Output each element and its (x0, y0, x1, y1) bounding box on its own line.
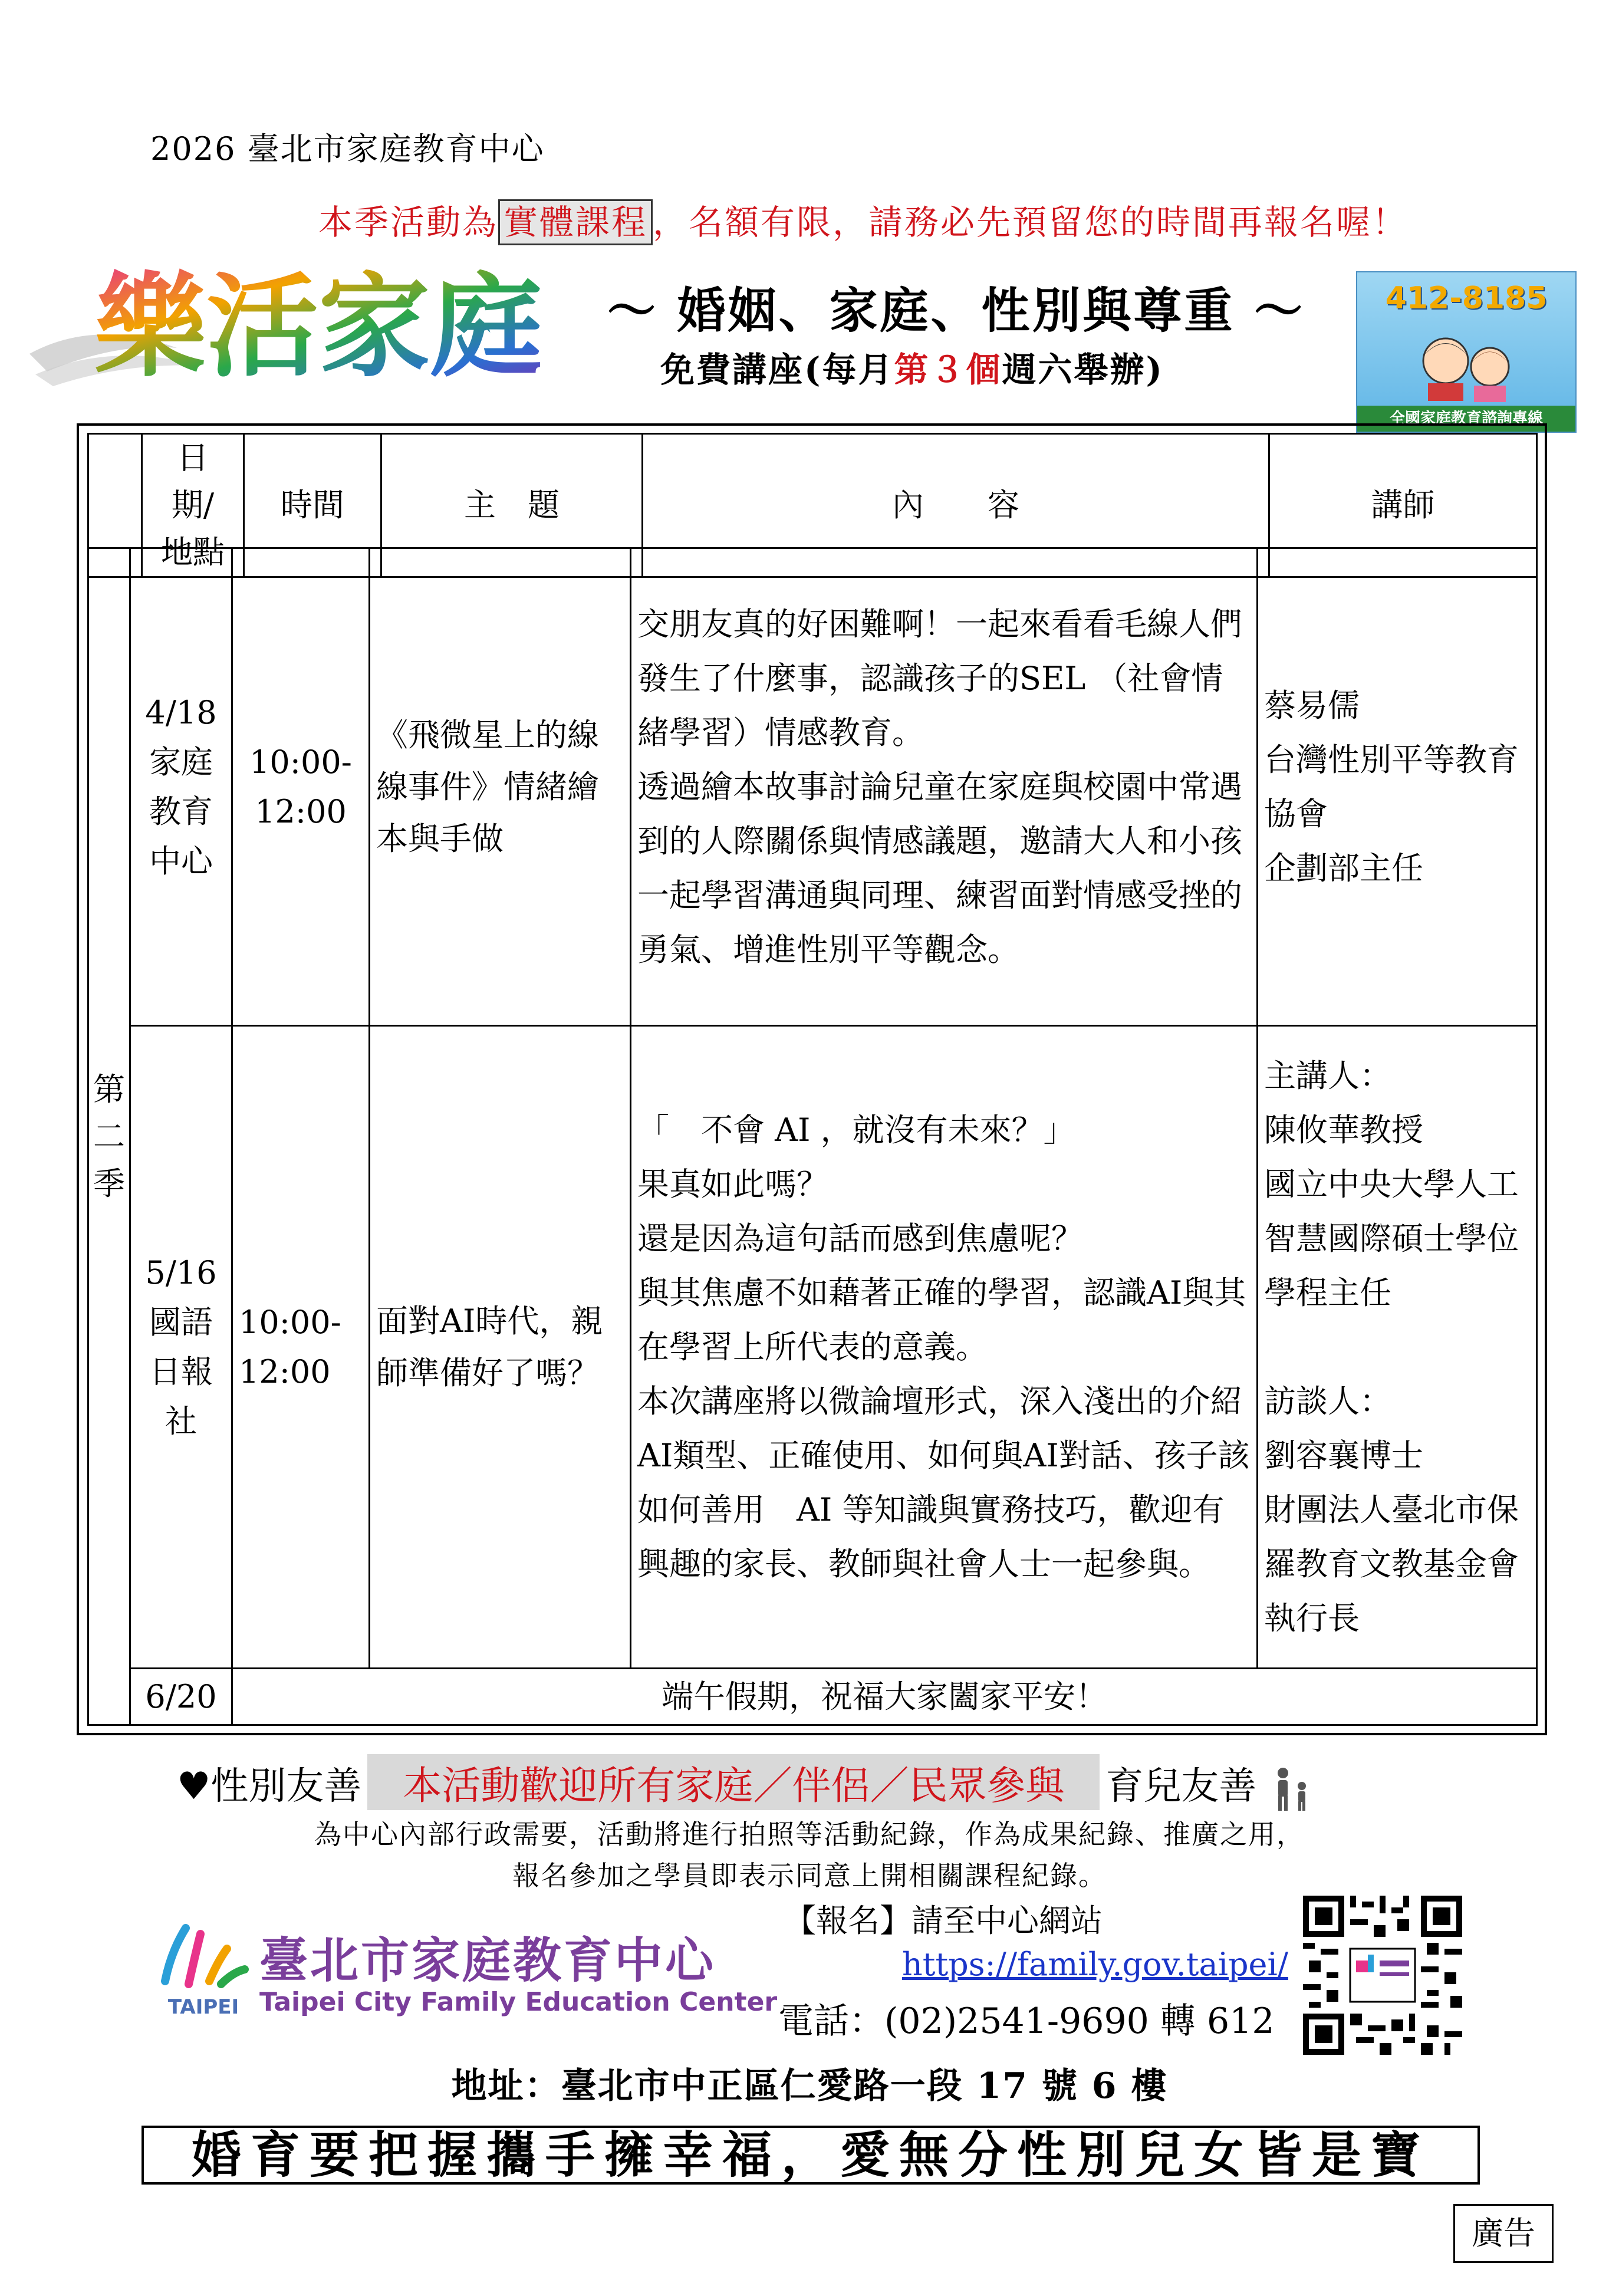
hotline-badge (1356, 271, 1577, 433)
ad-label: 廣告 (1453, 2204, 1554, 2263)
row1-time: 10:00-12:00 (232, 548, 370, 1026)
qr-code-icon[interactable] (1303, 1896, 1462, 2055)
header-topic: 主 題 (381, 434, 643, 577)
row2-topic: 面對AI時代，親師準備好了嗎？ (370, 1026, 631, 1669)
welcome-banner: 本活動歡迎所有家庭／伴侶／民眾參與 (367, 1754, 1100, 1810)
season-cell: 第二季 (88, 548, 130, 1725)
header-speaker: 講師 (1269, 434, 1537, 577)
row2-place: 國語日報社 (149, 1303, 213, 1440)
header-date-place: 日期/地點 (142, 434, 244, 577)
taipei-logo (153, 1916, 254, 2022)
photo-note-line1: 為中心內部行政需要，活動將進行拍照等活動紀錄，作為成果紀錄、推廣之用， (314, 1818, 1305, 1850)
org-name-en: Taipei City Family Education Center (259, 1987, 778, 2017)
series-sub-red: 第３個 (894, 350, 1002, 390)
table-row (88, 548, 1537, 1026)
table-row (88, 1026, 1537, 1669)
notice-after: ，名額有限，請務必先預留您的時間再報名喔！ (653, 202, 1409, 242)
row2-speaker: 主講人： 陳攸華教授 國立中央大學人工智慧國際碩士學位學程主任 訪談人： 劉容襄博士 財團法人臺北市保羅教育文教基金會執行長 (1258, 1026, 1537, 1669)
series-sub-before: 免費講座(每月 (660, 350, 894, 390)
series-title: ～ 婚姻、家庭、性別與尊重 ～ (607, 283, 1305, 339)
hotline-caption: 全國家庭教育諮詢專線 (1357, 406, 1575, 432)
org-name: 臺北市家庭教育中心 (259, 1933, 716, 1989)
table-row (88, 1669, 1537, 1725)
notice-before: 本季活動為 (318, 202, 499, 242)
family-cartoon-icon (1410, 320, 1522, 402)
address: 地址：臺北市中正區仁愛路一段 17 號 6 樓 (451, 2065, 1168, 2107)
gender-friendly-label: ♥性別友善 (177, 1765, 362, 1808)
parent-child-icon (1269, 1766, 1316, 1813)
notice-line (318, 195, 1408, 244)
row2-date-place (130, 1026, 232, 1669)
row1-date: 4/18 (145, 693, 217, 731)
logo-text: 樂活家庭 (94, 261, 542, 392)
slogan-box: 婚育要把握攜手擁幸福，愛無分性別兒女皆是寶 (142, 2126, 1480, 2185)
hotline-number: 412-8185 (1385, 281, 1548, 316)
schedule-table (87, 547, 1538, 1726)
row1-date-place (130, 548, 232, 1026)
friendly-line (177, 1754, 1316, 1813)
header-topline: 2026 臺北市家庭教育中心 (150, 130, 545, 167)
taipei-city-mark-icon (153, 1916, 254, 1993)
row2-time: 10:00-12:00 (232, 1026, 370, 1669)
row1-topic: 《飛微星上的線線事件》情緒繪本與手做 (370, 548, 631, 1026)
row2-content: 「 不會 AI ，就沒有未來？」 果真如此嗎？ 還是因為這句話而感到焦慮呢？ 與其焦慮不如藉著正確的學習，認識AI與其在學習上所代表的意義。 本次講座將以微論壇形式，深入淺出的介紹AI類型、正確使用、如何與AI對話、孩子該如何善用 AI 等知識與實務技巧，歡迎有興趣的家長、教師與社會人士一起參與。 (631, 1026, 1258, 1669)
row1-content: 交朋友真的好困難啊！一起來看看毛線人們發生了什麼事，認識孩子的SEL （社會情緒學習）情感教育。 透過繪本故事討論兒童在家庭與校園中常遇到的人際關係與情感議題，邀請大人和小孩一起學習溝通與同理、練習面對情感受挫的勇氣、增進性別平等觀念。 (631, 548, 1258, 1026)
phone-number: 電話：(02)2541-9690 轉 612 (778, 2001, 1275, 2042)
photo-note-line2: 報名參加之學員即表示同意上開相關課程紀錄。 (512, 1860, 1107, 1892)
header-time: 時間 (244, 434, 381, 577)
row2-date: 5/16 (145, 1254, 217, 1291)
series-sub-after: 週六舉辦) (1002, 350, 1164, 390)
lohas-family-logo (24, 254, 542, 407)
row1-place: 家庭教育中心 (149, 743, 213, 880)
series-subtitle (660, 342, 1164, 392)
header-content: 內 容 (643, 434, 1269, 577)
website-link[interactable]: https://family.gov.taipei/ (902, 1946, 1288, 1983)
row1-speaker: 蔡易儒 台灣性別平等教育協會 企劃部主任 (1258, 548, 1537, 1026)
row3-date: 6/20 (130, 1669, 232, 1725)
row3-holiday-text: 端午假期，祝福大家闔家平安！ (232, 1669, 1537, 1725)
register-info: 【報名】請至中心網站 (784, 1902, 1103, 1939)
notice-boxed: 實體課程 (498, 199, 653, 245)
taipei-mark-text: TAIPEI (167, 1995, 239, 2019)
parenting-friendly-label: 育兒友善 (1105, 1765, 1257, 1808)
